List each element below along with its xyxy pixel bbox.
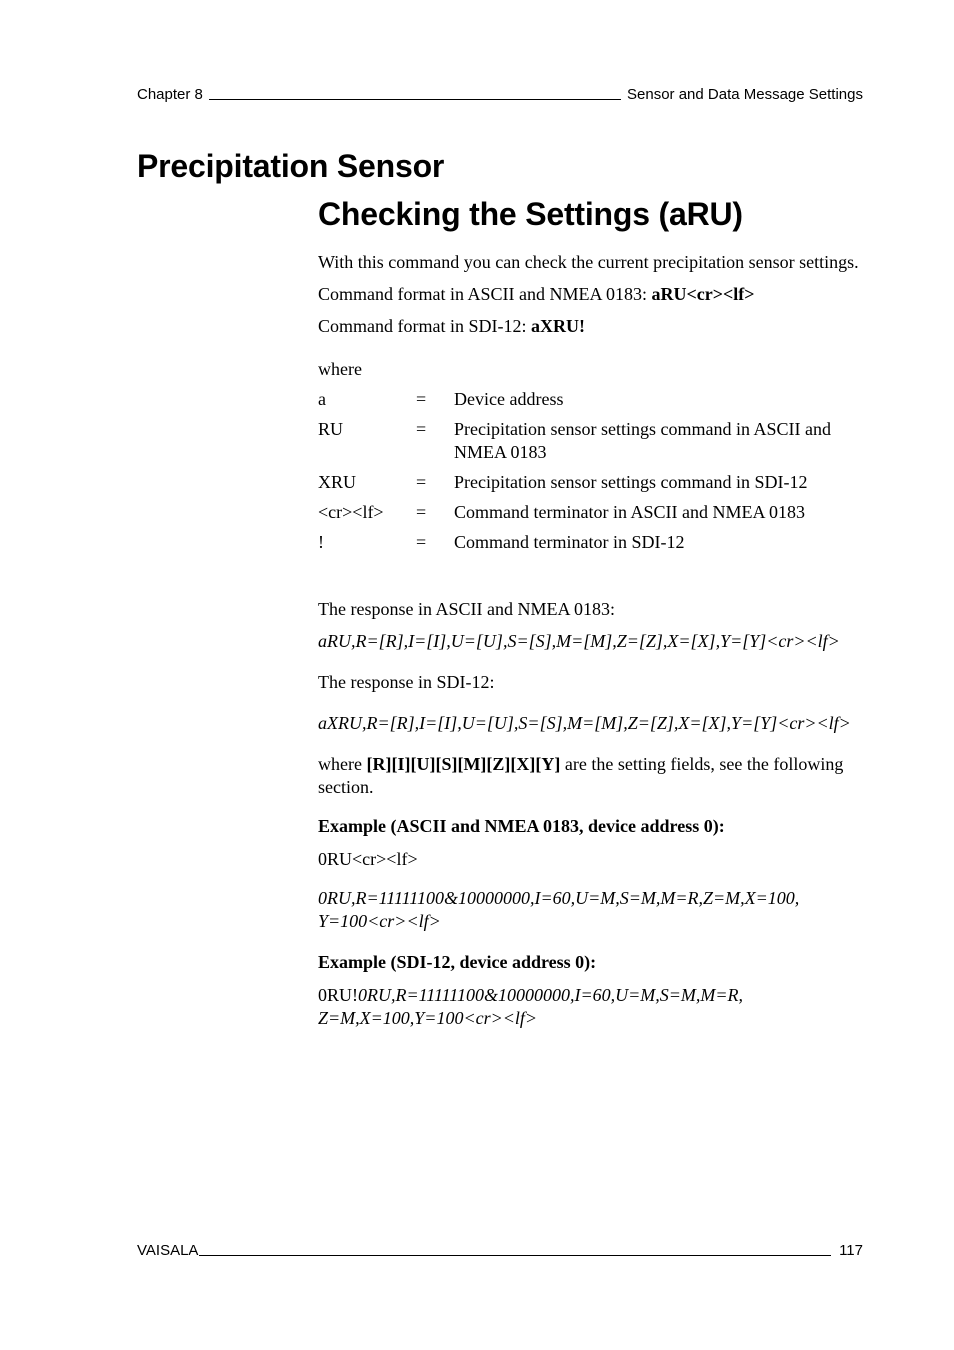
definition-term: <cr><lf> [318, 502, 384, 522]
response-sdi-text: aXRU,R=[R],I=[I],U=[U],S=[S],M=[M],Z=[Z],X=[X],Y=[Y]<cr><lf> [318, 713, 851, 733]
example-ascii-response [318, 887, 868, 933]
command-format-ascii-value: aRU<cr><lf> [651, 284, 755, 304]
command-format-sdi-value: aXRU! [530, 316, 585, 336]
definition-equals: = [416, 419, 427, 439]
definition-row [318, 388, 868, 411]
example-ascii-heading-text: Example (ASCII and NMEA 0183, device address 0): [318, 816, 725, 836]
fields-list: [R][I][U][S][M][Z][X][Y] [366, 754, 561, 774]
definition-row [318, 531, 868, 554]
definition-row [318, 471, 868, 494]
example-sdi-line [318, 984, 868, 1030]
definition-equals: = [416, 532, 427, 552]
page-number: 117 [839, 1242, 863, 1259]
page-header [137, 86, 863, 103]
definition-row [318, 501, 868, 524]
fields-note-prefix: where [318, 754, 367, 774]
definition-term: XRU [318, 472, 357, 492]
header-rule [209, 99, 621, 100]
fields-note-suffix: are the setting fields, see the following section. [318, 754, 844, 797]
response-ascii-label: The response in ASCII and NMEA 0183: [318, 599, 615, 619]
command-format-ascii [318, 283, 868, 306]
command-format-sdi [318, 315, 868, 338]
example-ascii-command: 0RU<cr><lf> [318, 849, 418, 869]
definition-description: Precipitation sensor settings command in SDI-12 [454, 472, 808, 492]
example-sdi-command: 0RU! [318, 985, 358, 1005]
section-title: Precipitation Sensor [137, 148, 445, 184]
definition-term: a [318, 389, 326, 409]
definition-term: RU [318, 419, 344, 439]
example-sdi-heading-text: Example (SDI-12, device address 0): [318, 952, 597, 972]
intro-paragraph: With this command you can check the current precipitation sensor settings. [318, 252, 859, 272]
command-format-sdi-label: Command format in SDI-12: [318, 316, 531, 336]
body-text [318, 251, 868, 1030]
company-name: VAISALA [137, 1242, 199, 1259]
response-sdi-format [318, 712, 868, 735]
subsection-title: Checking the Settings (aRU) [318, 196, 743, 232]
section-label: Sensor and Data Message Settings [627, 86, 863, 103]
definition-equals: = [416, 502, 427, 522]
definition-description: Command terminator in ASCII and NMEA 0183 [454, 502, 805, 522]
definition-equals: = [416, 472, 427, 492]
chapter-label: Chapter 8 [137, 86, 203, 103]
where-label: where [318, 359, 362, 379]
definition-description: Device address [454, 389, 564, 409]
example-sdi-heading [318, 951, 868, 974]
example-ascii-response-text: 0RU,R=11111100&10000000,I=60,U=M,S=M,M=R,Z=M,X=100, Y=100<cr><lf> [318, 888, 800, 931]
definition-equals: = [416, 389, 427, 409]
definition-list [318, 388, 868, 554]
example-sdi-response: 0RU,R=11111100&10000000,I=60,U=M,S=M,M=R, Z=M,X=100,Y=100<cr><lf> [318, 985, 744, 1028]
command-format-ascii-label: Command format in ASCII and NMEA 0183: [318, 284, 652, 304]
page-footer [137, 1242, 863, 1259]
response-ascii-format [318, 630, 868, 653]
definition-term: ! [318, 532, 324, 552]
example-ascii-heading [318, 815, 868, 838]
fields-note [318, 753, 868, 799]
definition-row [318, 418, 868, 464]
definition-description: Command terminator in SDI-12 [454, 532, 685, 552]
response-ascii-text: aRU,R=[R],I=[I],U=[U],S=[S],M=[M],Z=[Z],X=[X],Y=[Y]<cr><lf> [318, 631, 840, 651]
footer-rule [199, 1255, 831, 1256]
response-sdi-label: The response in SDI-12: [318, 672, 495, 692]
definition-description: Precipitation sensor settings command in ASCII and NMEA 0183 [454, 419, 831, 462]
